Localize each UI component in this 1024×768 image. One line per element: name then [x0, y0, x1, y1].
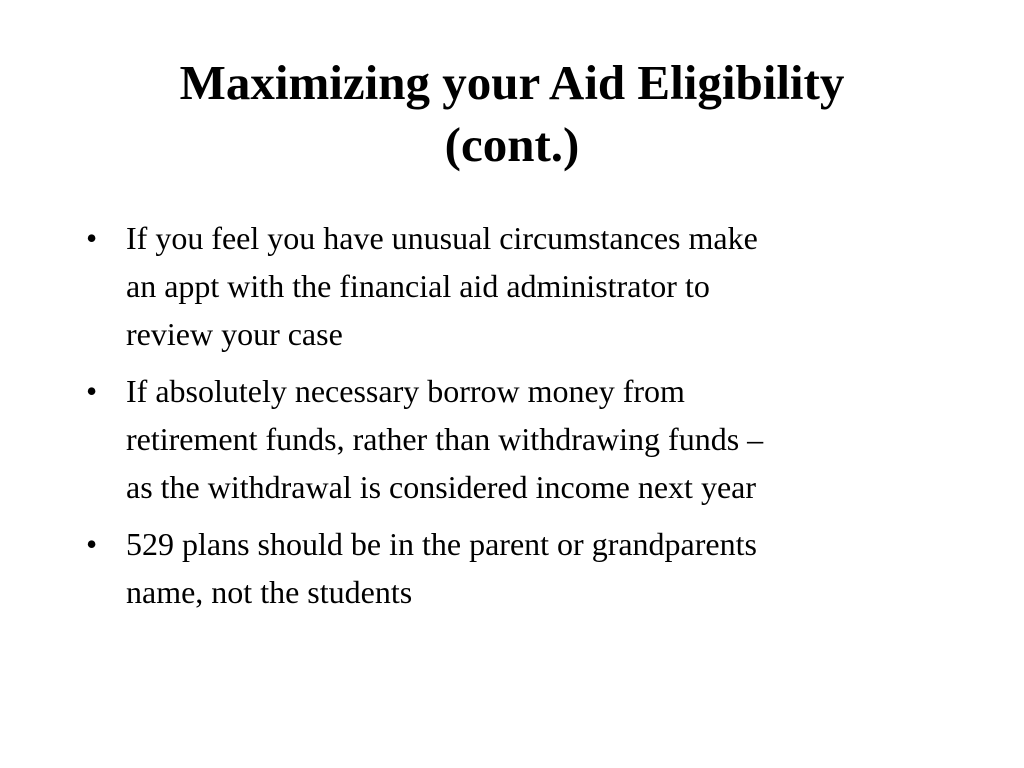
bullet-item-unusual-circumstances: [86, 214, 946, 358]
bullet-text-line: review your case: [126, 316, 343, 352]
title-line-2: (cont.): [444, 117, 580, 172]
bullet-marker: •: [86, 373, 98, 409]
title-line-1: Maximizing your Aid Eligibility: [179, 55, 845, 110]
slide-title: [80, 52, 944, 176]
bullet-item-529-plans: [86, 520, 946, 616]
bullet-text-line: If absolutely necessary borrow money from: [126, 373, 685, 409]
bullet-item-retirement-funds: [86, 367, 946, 511]
bullet-marker: •: [86, 220, 98, 256]
bullet-text-line: If you feel you have unusual circumstances make: [126, 220, 758, 256]
bullet-text-line: name, not the students: [126, 574, 413, 610]
bullet-text-line: an appt with the financial aid administrator to: [126, 268, 710, 304]
bullet-text-line: 529 plans should be in the parent or grandparents: [126, 526, 757, 562]
bullet-list: [86, 214, 946, 625]
bullet-text-line: retirement funds, rather than withdrawing funds –: [126, 421, 764, 457]
bullet-marker: •: [86, 526, 98, 562]
bullet-text-line: as the withdrawal is considered income next year: [126, 469, 756, 505]
